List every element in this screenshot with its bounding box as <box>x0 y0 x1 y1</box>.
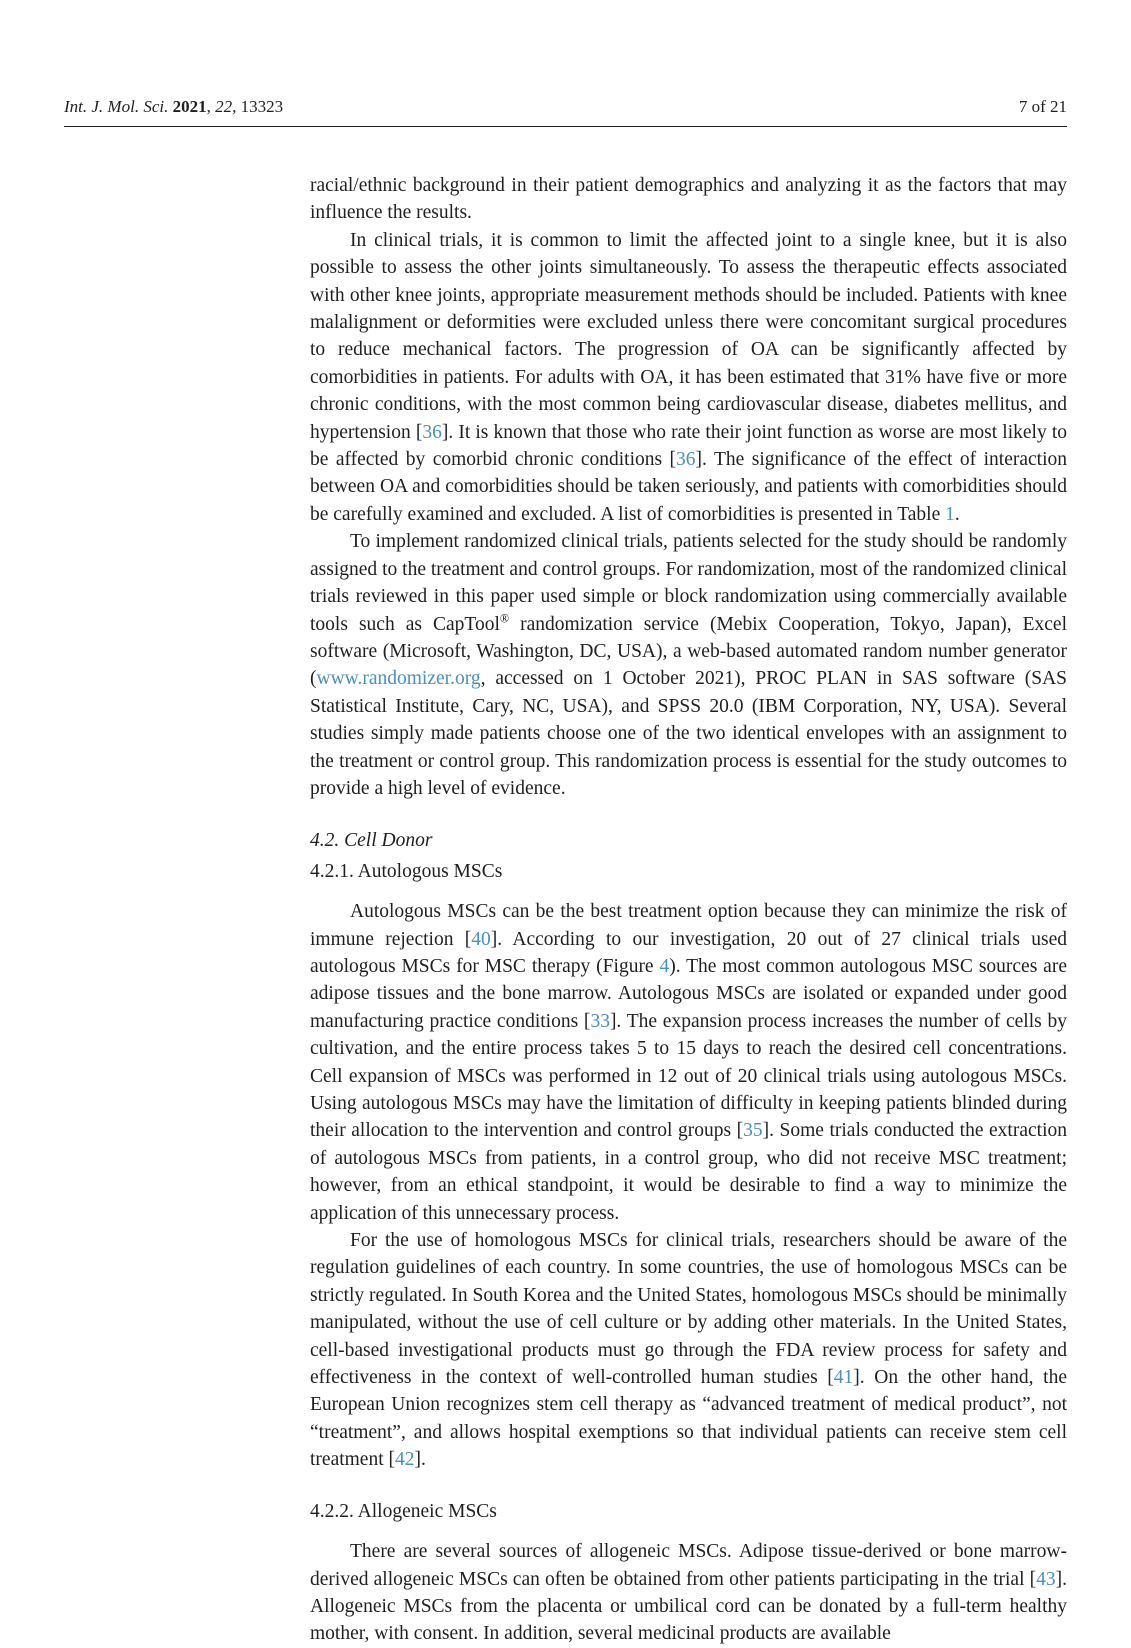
paragraph <box>310 1538 1067 1648</box>
registered-trademark-symbol: ® <box>499 611 510 625</box>
citation-link[interactable]: 33 <box>590 1010 610 1032</box>
citation-link[interactable]: 41 <box>833 1367 854 1389</box>
article-body <box>310 172 1067 1648</box>
citation-link[interactable]: 43 <box>1036 1568 1056 1590</box>
citation-link[interactable]: 1 <box>945 503 955 525</box>
text-run: . <box>954 503 960 525</box>
text-run: ]. According to our investigation, 20 out of 27 clinical trials used autologous MSCs for MSC therapy (Figure <box>310 928 1067 977</box>
header-rule <box>64 126 1067 127</box>
text-run: , accessed on 1 October 2021), PROC PLAN in SAS software (SAS Statistical Institute, Cary, NC, USA), and SPSS 20.0 (IBM Corporation, NY, USA). Several studies simply made patients choose one of the two identical envelopes with an assignment to the treatment or control group. This randomization process is essential for the study outcomes to provide a high level of evidence. <box>310 668 1067 799</box>
subsection-heading: 4.2.2. Allogeneic MSCs <box>310 1500 497 1522</box>
citation-link[interactable]: 4 <box>659 955 670 977</box>
journal-citation <box>64 97 283 117</box>
citation-link[interactable]: 36 <box>422 421 442 443</box>
text-run: ]. Some trials conducted the extraction of autologous MSCs from patients, in a control group, who did not receive MSC treatment; however, from an ethical standpoint, it would be desirable to find a way to minimize the application of this unnecessary process. <box>310 1120 1067 1224</box>
paragraph <box>310 172 1067 227</box>
text-run: ]. The expansion process increases the number of cells by cultivation, and the entire process takes 5 to 15 days to reach the desired cell concentrations. Cell expansion of MSCs was performed in 12 out of 20 clinical trials using autologous MSCs. Using autologous MSCs may have the limitation of difficulty in keeping patients blinded during their allocation to the intervention and control groups [ <box>310 1010 1067 1142</box>
text-run: In clinical trials, it is common to limit the affected joint to a single knee, but it is also possible to assess the other joints simultaneously. To assess the therapeutic effects associated with other knee joints, appropriate measurement methods should be included. Patients with knee malalignment or deformities were excluded unless there were concomitant surgical procedures to reduce mechanical factors. The progression of OA can be significantly affected by comorbidities in patients. For adults with OA, it has been estimated that 31% have five or more chronic conditions, with the most common being cardiovascular disease, diabetes mellitus, and hypertension [ <box>310 229 1067 443</box>
text-run: 2021 <box>172 97 207 116</box>
paragraph <box>310 1227 1067 1474</box>
paragraph <box>310 227 1067 528</box>
text-run: For the use of homologous MSCs for clinical trials, researchers should be aware of the regulation guidelines of each country. In some countries, the use of homologous MSCs can be strictly regulated. In South Korea and the United States, homologous MSCs should be minimally manipulated, without the use of cell culture or by adding other materials. In the United States, cell-based investigational products must go through the FDA review process for safety and effectiveness in the context of well-controlled human studies [ <box>310 1230 1067 1389</box>
subsection-heading: 4.2.1. Autologous MSCs <box>310 860 503 882</box>
text-run: randomization service (Mebix Cooperation, Tokyo, Japan), Excel software (Microsoft, Washington, DC, USA), a web-based automated random number generator ( <box>310 613 1067 690</box>
text-run: There are several sources of allogeneic MSCs. Adipose tissue-derived or bone marrow-derived allogeneic MSCs can often be obtained from other patients participating in the trial [ <box>310 1541 1067 1590</box>
text-run: Autologous MSCs can be the best treatment option because they can minimize the risk of immune rejection [ <box>310 901 1067 950</box>
paragraph <box>310 898 1067 1227</box>
text-run: ]. On the other hand, the European Union recognizes stem cell therapy as “advanced treatment of medical product”, not “treatment”, and allows hospital exemptions so that individual patients can receive stem cell treatment [ <box>310 1367 1067 1471</box>
text-run: ). The most common autologous MSC sources are adipose tissues and the bone marrow. Autologous MSCs are isolated or expanded under good manufacturing practice conditions [ <box>310 955 1067 1032</box>
paragraph <box>310 528 1067 802</box>
citation-link[interactable]: 42 <box>395 1449 415 1471</box>
citation-link[interactable]: 40 <box>471 928 491 950</box>
page-number: 7 of 21 <box>1018 97 1067 116</box>
text-run: Int. J. Mol. Sci. <box>64 97 173 116</box>
external-link[interactable]: www.randomizer.org <box>316 668 481 690</box>
text-run: ]. It is known that those who rate their joint function as worse are most likely to be affected by comorbid chronic conditions [ <box>310 421 1067 471</box>
text-run: ]. Allogeneic MSCs from the placenta or umbilical cord can be donated by a full-term healthy mother, with consent. In addition, several medicinal products are available <box>310 1568 1067 1645</box>
citation-link[interactable]: 35 <box>743 1120 763 1142</box>
section-heading: 4.2. Cell Donor <box>310 830 433 852</box>
text-run: 22 <box>215 97 233 116</box>
text-run: , <box>206 97 216 116</box>
page-header <box>64 97 1067 117</box>
text-run: , 13323 <box>232 97 284 116</box>
citation-link[interactable]: 36 <box>676 449 696 471</box>
text-run: To implement randomized clinical trials, patients selected for the study should be randomly assigned to the treatment and control groups. For randomization, most of the randomized clinical trials reviewed in this paper used simple or block randomization using commercially available tools such as CapTool <box>310 531 1067 635</box>
text-run: ]. <box>414 1449 426 1471</box>
text-run: ]. The significance of the effect of interaction between OA and comorbidities should be taken seriously, and patients with comorbidities should be carefully examined and excluded. A list of comorbidities is presented in Table <box>310 449 1067 525</box>
text-run: racial/ethnic background in their patient demographics and analyzing it as the factors that may influence the results. <box>310 175 1067 224</box>
